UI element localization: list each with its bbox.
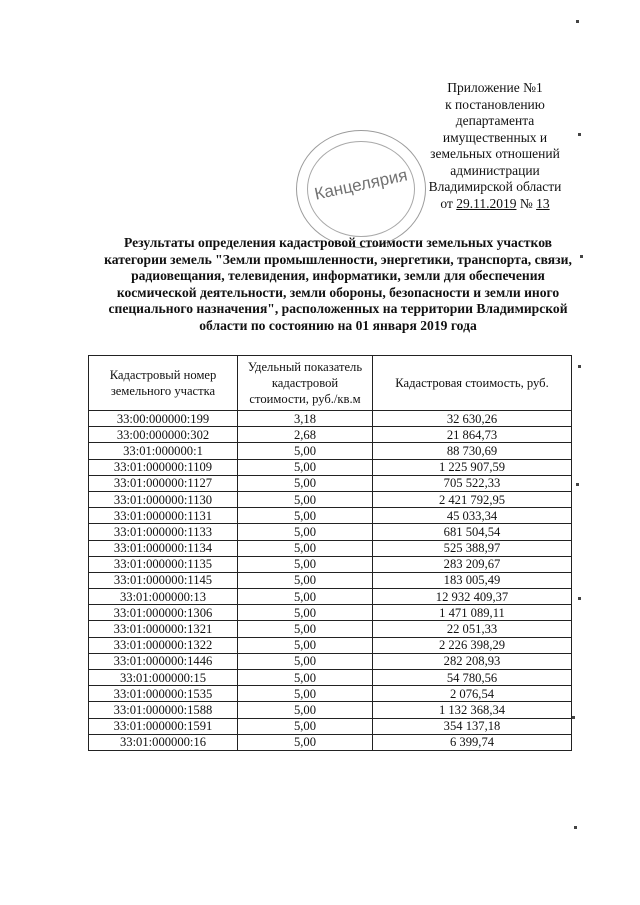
table-row [89,670,572,686]
specific-value-cell: 5,00 [238,589,373,605]
table-row [89,443,572,459]
specific-value-cell: 5,00 [238,491,373,507]
table-row [89,459,572,475]
specific-value-cell: 5,00 [238,508,373,524]
specific-value-cell: 5,00 [238,702,373,718]
appendix-block [402,80,588,212]
header-cadastral-value: Кадастровая стоимость, руб. [373,356,572,411]
specific-value-cell: 5,00 [238,718,373,734]
cadastral-value-cell: 283 209,67 [373,556,572,572]
table-row [89,508,572,524]
stamp-text: Канцелярия [312,165,410,204]
cadastral-value-cell: 2 076,54 [373,686,572,702]
office-stamp [296,130,426,248]
cadastral-value-cell: 1 225 907,59 [373,459,572,475]
cadastral-value-cell: 1 471 089,11 [373,605,572,621]
appendix-line: земельных отношений [430,146,560,161]
table-row [89,718,572,734]
cadastral-number-cell: 33:01:000000:15 [89,670,238,686]
cadastral-value-cell: 1 132 368,34 [373,702,572,718]
cadastral-value-cell: 22 051,33 [373,621,572,637]
cadastral-number-cell: 33:00:000000:199 [89,411,238,427]
table-row [89,637,572,653]
cadastral-number-cell: 33:01:000000:1145 [89,572,238,588]
cadastral-number-cell: 33:01:000000:1127 [89,475,238,491]
specific-value-cell: 5,00 [238,734,373,750]
appendix-date-line [402,196,588,213]
cadastral-number-cell: 33:01:000000:1133 [89,524,238,540]
specific-value-cell: 5,00 [238,621,373,637]
table-body [89,411,572,751]
cadastral-value-cell: 282 208,93 [373,653,572,669]
specific-value-cell: 3,18 [238,411,373,427]
appendix-number: 13 [536,195,550,211]
cadastral-number-cell: 33:01:000000:1134 [89,540,238,556]
table-row [89,411,572,427]
cadastral-value-cell: 2 226 398,29 [373,637,572,653]
table-row [89,491,572,507]
specific-value-cell: 5,00 [238,605,373,621]
document-title: Результаты определения кадастровой стоимости земельных участков категории земель "Земли промышленности, энергетики, транспорта, связи, радиовещания, телевидения, информатики, земли для обеспечения космической деятельности, земли обороны, безопасности и земли иного специального назначения", расположенных на территории Владимирской области по состоянию на 01 января 2019 года [104,235,572,333]
scan-mark [574,826,577,829]
cadastral-table [88,355,572,751]
scan-mark [576,483,579,486]
cadastral-number-cell: 33:01:000000:1588 [89,702,238,718]
specific-value-cell: 2,68 [238,427,373,443]
table-row [89,589,572,605]
cadastral-value-cell: 45 033,34 [373,508,572,524]
specific-value-cell: 5,00 [238,475,373,491]
cadastral-number-cell: 33:01:000000:1135 [89,556,238,572]
specific-value-cell: 5,00 [238,572,373,588]
scan-mark [578,365,581,368]
cadastral-value-cell: 183 005,49 [373,572,572,588]
table-row [89,686,572,702]
specific-value-cell: 5,00 [238,686,373,702]
cadastral-number-cell: 33:01:000000:1322 [89,637,238,653]
appendix-date: 29.11.2019 [456,195,517,211]
cadastral-value-cell: 705 522,33 [373,475,572,491]
cadastral-value-cell: 32 630,26 [373,411,572,427]
table-row [89,605,572,621]
cadastral-value-cell: 6 399,74 [373,734,572,750]
cadastral-value-cell: 525 388,97 [373,540,572,556]
specific-value-cell: 5,00 [238,653,373,669]
specific-value-cell: 5,00 [238,524,373,540]
cadastral-number-cell: 33:01:000000:1321 [89,621,238,637]
scan-mark [578,133,581,136]
specific-value-cell: 5,00 [238,540,373,556]
cadastral-number-cell: 33:00:000000:302 [89,427,238,443]
appendix-line: департамента [455,113,535,128]
cadastral-value-cell: 12 932 409,37 [373,589,572,605]
specific-value-cell: 5,00 [238,556,373,572]
specific-value-cell: 5,00 [238,459,373,475]
cadastral-value-cell: 21 864,73 [373,427,572,443]
cadastral-value-cell: 681 504,54 [373,524,572,540]
header-specific-value: Удельный показатель кадастровой стоимости, руб./кв.м [238,356,373,411]
cadastral-number-cell: 33:01:000000:1591 [89,718,238,734]
table-row [89,702,572,718]
cadastral-value-cell: 354 137,18 [373,718,572,734]
appendix-line: Приложение №1 [447,80,543,95]
cadastral-number-cell: 33:01:000000:1 [89,443,238,459]
table-row [89,475,572,491]
specific-value-cell: 5,00 [238,637,373,653]
table-row [89,734,572,750]
appendix-line: к постановлению [445,96,545,112]
date-prefix: от [440,195,453,211]
table-row [89,653,572,669]
number-prefix: № [519,195,533,211]
cadastral-value-cell: 2 421 792,95 [373,491,572,507]
table-row [89,572,572,588]
cadastral-number-cell: 33:01:000000:1131 [89,508,238,524]
table-row [89,427,572,443]
cadastral-number-cell: 33:01:000000:1535 [89,686,238,702]
cadastral-number-cell: 33:01:000000:1306 [89,605,238,621]
cadastral-value-cell: 54 780,56 [373,670,572,686]
header-cadastral-number: Кадастровый номер земельного участка [89,356,238,411]
table-row [89,556,572,572]
appendix-line: Владимирской области [428,179,562,194]
scan-mark [580,255,583,258]
cadastral-value-cell: 88 730,69 [373,443,572,459]
cadastral-number-cell: 33:01:000000:1130 [89,491,238,507]
appendix-line: имущественных и [442,129,548,145]
cadastral-number-cell: 33:01:000000:1446 [89,653,238,669]
specific-value-cell: 5,00 [238,670,373,686]
table-row [89,621,572,637]
table-header-row [89,356,572,411]
scan-mark [576,20,579,23]
cadastral-number-cell: 33:01:000000:16 [89,734,238,750]
appendix-line: администрации [450,162,540,178]
specific-value-cell: 5,00 [238,443,373,459]
scan-mark [572,716,575,719]
cadastral-number-cell: 33:01:000000:13 [89,589,238,605]
scan-mark [578,597,581,600]
cadastral-number-cell: 33:01:000000:1109 [89,459,238,475]
table-row [89,524,572,540]
table-row [89,540,572,556]
